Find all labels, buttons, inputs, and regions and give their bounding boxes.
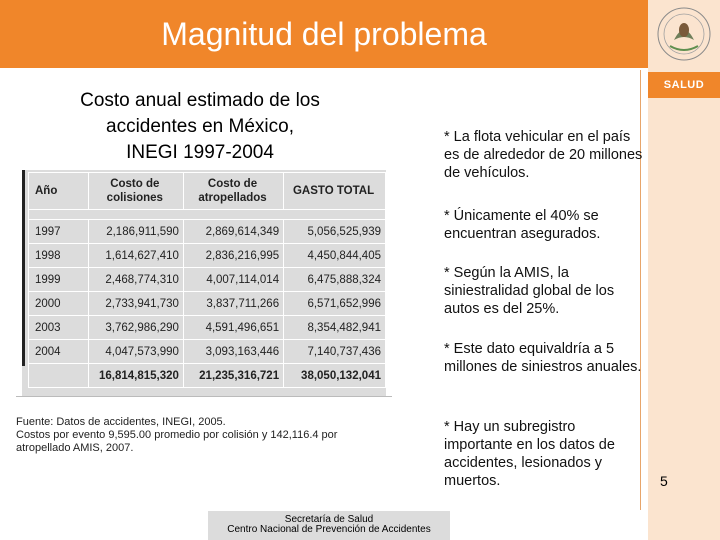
table-row (29, 220, 386, 244)
cell-collision: 4,047,573,990 (88, 340, 183, 364)
cell-year: 1998 (29, 244, 89, 268)
column-header: GASTO TOTAL (284, 173, 386, 210)
bullet-equivalent: * Este dato equivaldría a 5 millones de siniestros anuales. (444, 341, 642, 375)
cell-collision: 2,468,774,310 (88, 268, 183, 292)
cell-pedestrian: 2,836,216,995 (183, 244, 283, 268)
bullet-claims: * Según la AMIS, la siniestralidad global de los autos es del 25%. (444, 265, 615, 317)
cell-pedestrian: 4,591,496,651 (183, 316, 283, 340)
cell-year: 1999 (29, 268, 89, 292)
column-header: Costo de colisiones (88, 173, 183, 210)
caption-line: Costo anual estimado de los (80, 90, 320, 111)
source-divider (16, 396, 392, 397)
cell-year: 2004 (29, 340, 89, 364)
salud-badge: SALUD (648, 72, 720, 98)
cell-year: 1997 (29, 220, 89, 244)
caption-line: INEGI 1997-2004 (126, 142, 274, 163)
cell-total: 5,056,525,939 (284, 220, 386, 244)
cell-collision: 2,733,941,730 (88, 292, 183, 316)
bullet-underreport: * Hay un subregistro importante en los datos de accidentes, lesionados y muertos. (444, 419, 615, 489)
caption-line: accidentes en México, (106, 116, 294, 137)
column-header: Año (29, 173, 89, 210)
cell-total: 4,450,844,405 (284, 244, 386, 268)
cell-total-label (29, 364, 89, 388)
footer-line: Secretaría de Salud (284, 514, 374, 525)
table-row (29, 292, 386, 316)
bullet-insured: * Únicamente el 40% se encuentran asegurados. (444, 208, 601, 242)
table-edge (22, 170, 25, 366)
column-header: Costo de atropellados (183, 173, 283, 210)
table-row (29, 316, 386, 340)
cell-year: 2000 (29, 292, 89, 316)
table-row (29, 268, 386, 292)
source-line: Fuente: Datos de accidentes, INEGI, 2005. (16, 416, 226, 428)
bullet-fleet: * La flota vehicular en el país es de alrededor de 20 millones de vehículos. (444, 129, 643, 181)
page-number: 5 (660, 473, 668, 489)
table-row (29, 340, 386, 364)
footer (208, 511, 450, 540)
cell-year: 2003 (29, 316, 89, 340)
cell-total-collision: 16,814,815,320 (88, 364, 183, 388)
cell-total: 6,475,888,324 (284, 268, 386, 292)
cell-total: 6,571,652,996 (284, 292, 386, 316)
cell-collision: 3,762,986,290 (88, 316, 183, 340)
source-line: atropellado AMIS, 2007. (16, 442, 134, 454)
cell-collision: 2,186,911,590 (88, 220, 183, 244)
footer-line: Centro Nacional de Prevención de Accidentes (227, 524, 431, 535)
table-total-row (29, 364, 386, 388)
table-header-row (29, 173, 386, 210)
cell-total: 7,140,737,436 (284, 340, 386, 364)
cell-total-pedestrian: 21,235,316,721 (183, 364, 283, 388)
mexico-seal-icon (656, 6, 712, 62)
table-caption (40, 88, 360, 166)
source-line: Costos por evento 9,595.00 promedio por colisión y 142,116.4 por (16, 429, 338, 441)
cell-total: 8,354,482,941 (284, 316, 386, 340)
cell-grand-total: 38,050,132,041 (284, 364, 386, 388)
cell-pedestrian: 2,869,614,349 (183, 220, 283, 244)
cost-table-container (22, 170, 386, 396)
cell-pedestrian: 4,007,114,014 (183, 268, 283, 292)
source-note (16, 416, 346, 455)
slide-title: Magnitud del problema (161, 16, 487, 52)
cell-pedestrian: 3,093,163,446 (183, 340, 283, 364)
table-row (29, 244, 386, 268)
cell-pedestrian: 3,837,711,266 (183, 292, 283, 316)
cell-collision: 1,614,627,410 (88, 244, 183, 268)
cost-table (28, 172, 386, 388)
